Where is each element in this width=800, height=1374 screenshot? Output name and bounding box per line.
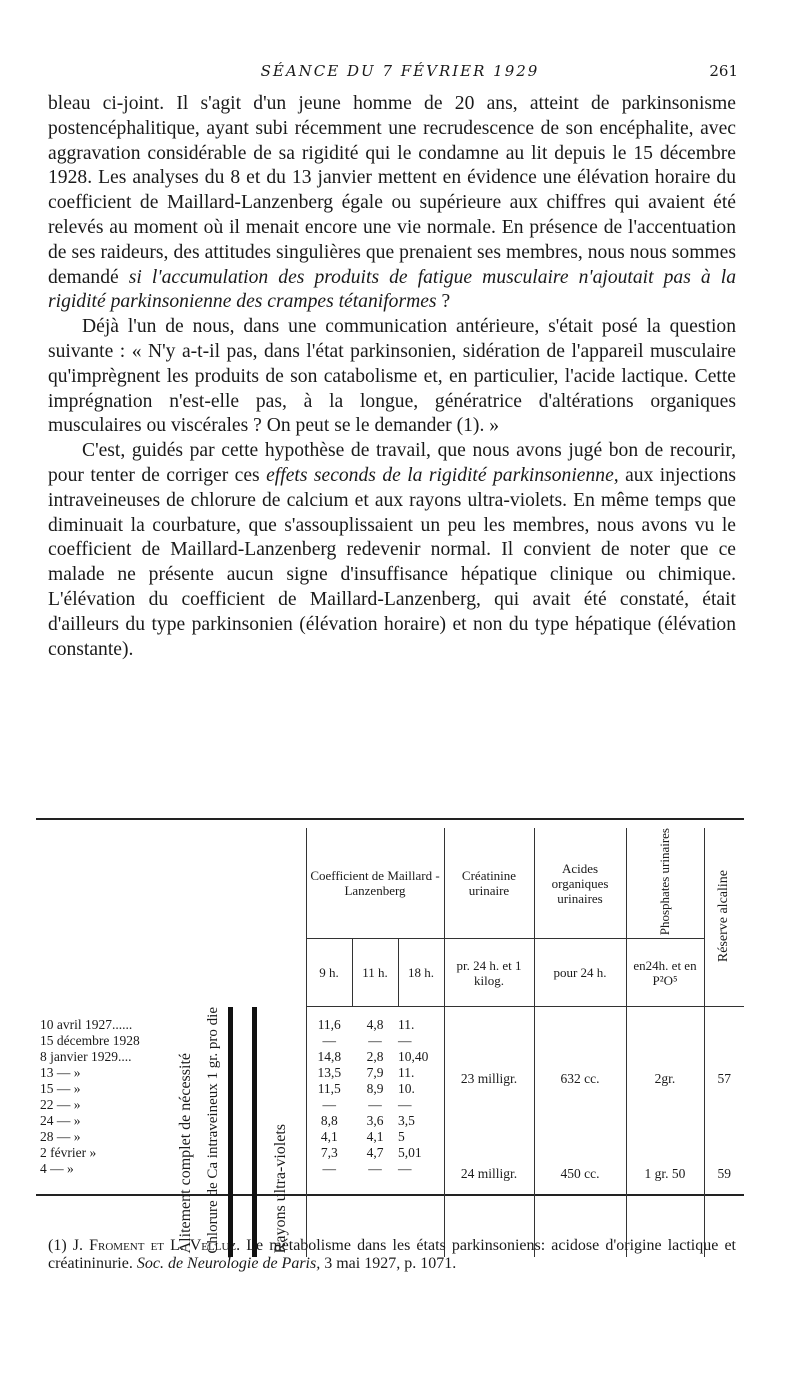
value-18h-cell: 5 xyxy=(398,1129,405,1145)
running-header xyxy=(0,62,800,86)
header-creatinine: Créatinine urinaire xyxy=(444,828,534,939)
value-9h-cell: 7,3 xyxy=(320,1145,338,1161)
date-cell: 8 janvier 1929.... xyxy=(40,1048,132,1064)
body-text xyxy=(48,92,736,662)
value-9h-cell: 14,8 xyxy=(317,1049,342,1065)
results-table xyxy=(36,818,744,1254)
header-acides-unit: pour 24 h. xyxy=(534,939,626,1007)
value-18h-cell: 5,01 xyxy=(398,1145,422,1161)
header-18h: 18 h. xyxy=(398,939,444,1007)
value-11h-cell: — xyxy=(368,1033,382,1049)
value-9h-cell: 13,5 xyxy=(317,1065,342,1081)
date-cell: 24 — » xyxy=(40,1112,81,1128)
value-11h-cell: — xyxy=(368,1097,382,1113)
running-title: SÉANCE DU 7 FÉVRIER 1929 xyxy=(260,62,540,80)
value-18h-cell: — xyxy=(398,1033,412,1049)
value-18h-cell: 3,5 xyxy=(398,1113,415,1129)
col-9h xyxy=(306,1007,352,1258)
col-reserve: 57 59 xyxy=(704,1007,744,1258)
value-9h-cell: 4,1 xyxy=(320,1129,338,1145)
value-18h-cell: 10. xyxy=(398,1081,415,1097)
value-11h-cell: 7,9 xyxy=(366,1065,384,1081)
header-phosphates: Phosphates urinaires xyxy=(626,828,704,939)
header-11h: 11 h. xyxy=(352,939,398,1007)
paragraph-2: Déjà l'un de nous, dans une communication antérieure, s'était posé la question suivante : « N'y a-t-il pas, dans l'état parkinsonien, sidération de l'appareil musculaire qu'imprègnent les produits de son catabolisme et, en particulier, l'acide lactique. Cette imprégnation n'est-elle pas, à la longue, génératrice d'altérations organiques musculaires ou viscérales ? On peut se le demander (1). » xyxy=(48,316,736,437)
value-18h-cell: 11. xyxy=(398,1017,415,1033)
header-coefficient: Coefficient de Maillard - Lanzenberg xyxy=(306,828,444,939)
page-number: 261 xyxy=(709,62,738,80)
col-phosphates: 2gr. 1 gr. 50 xyxy=(626,1007,704,1258)
paragraph-1: bleau ci-joint. Il s'agit d'un jeune homme de 20 ans, atteint de parkinsonisme postencéphalitique, ayant subi récemment une recrudescence de son encéphalite, avec aggravation considérable de sa rigidité qui le condamne au lit depuis le 15 décembre 1928. Les analyses du 8 et du 13 janvier mettent en évidence une élévation horaire du coefficient de Maillard-Lanzenberg égale ou supérieure aux chiffres qui avaient été relevés au moment où il menait encore une vie normale. En présence de l'accentuation de ses raideurs, des attitudes singulières que prenaient ses membres, nous nous sommes demandé si l'accumulation des produits de fatigue musculaire n'ajoutait pas à la rigidité parkinsonienne des crampes tétaniformes ? xyxy=(48,93,736,313)
value-9h-cell: — xyxy=(322,1033,336,1049)
value-18h-cell: 10,40 xyxy=(398,1049,429,1065)
treatment-chlorure: Chlorure de Ca intraveineux 1 gr. pro die xyxy=(198,1007,230,1258)
col-11h xyxy=(352,1007,398,1258)
header-reserve-alcaline: Réserve alcaline xyxy=(704,828,744,1007)
value-9h-cell: 8,8 xyxy=(320,1113,338,1129)
date-cell: 15 décembre 1928 xyxy=(40,1032,140,1048)
header-creatinine-unit: pr. 24 h. et 1 kilog. xyxy=(444,939,534,1007)
date-cell: 28 — » xyxy=(40,1128,81,1144)
value-11h-cell: 8,9 xyxy=(366,1081,384,1097)
paragraph-3: C'est, guidés par cette hypothèse de travail, que nous avons jugé bon de recourir, pour tenter de corriger ces effets seconds de la rigidité parkinsonienne, aux injections intraveineuses de chlorure de calcium et aux rayons ultra-violets. En même temps que diminuait la courbature, que s'assouplissaient un peu les membres, nous avons vu le coefficient de Maillard-Lanzenberg redevenir normal. Il convient de noter que ce malade ne présente aucun signe d'insuffisance hépatique clinique ou chimique. L'élévation du coefficient de Maillard-Lanzenberg, qui avait été constaté, était d'ailleurs du type parkinsonien (élévation horaire) et non du type hépatique (élévation constante). xyxy=(48,440,736,660)
date-cell: 13 — » xyxy=(40,1064,81,1080)
col-18h xyxy=(398,1007,444,1258)
value-11h-cell: 4,1 xyxy=(366,1129,384,1145)
value-11h-cell: — xyxy=(368,1161,382,1177)
value-11h-cell: 4,7 xyxy=(366,1145,384,1161)
col-creatinine: 23 milligr. 24 milligr. xyxy=(444,1007,534,1258)
date-column xyxy=(36,1007,174,1258)
header-phosphates-unit: en24h. et en P²O⁵ xyxy=(626,939,704,1007)
value-18h-cell: 11. xyxy=(398,1065,415,1081)
date-cell: 15 — » xyxy=(40,1080,81,1096)
value-11h-cell: 3,6 xyxy=(366,1113,384,1129)
value-9h-cell: 11,6 xyxy=(317,1017,341,1033)
date-cell: 2 février » xyxy=(40,1144,97,1160)
value-11h-cell: 2,8 xyxy=(366,1049,384,1065)
value-9h-cell: 11,5 xyxy=(317,1081,341,1097)
footnote: (1) J. Froment et L. Velluz. Le métabolisme dans les états parkinsoniens: acidose d'origine lactique et créatininurie. Soc. de Neurologie de Paris, 3 mai 1927, p. 1071. xyxy=(48,1237,736,1272)
value-18h-cell: — xyxy=(398,1097,412,1113)
treatment-rayons: Rayons ultra-violets xyxy=(272,1124,289,1254)
value-9h-cell: — xyxy=(322,1097,336,1113)
header-acides: Acides organiques urinaires xyxy=(534,828,626,939)
date-cell: 4 — » xyxy=(40,1160,74,1176)
col-acides: 632 cc. 450 cc. xyxy=(534,1007,626,1258)
value-9h-cell: — xyxy=(322,1161,336,1177)
date-cell: 10 avril 1927...... xyxy=(40,1016,133,1032)
header-9h: 9 h. xyxy=(306,939,352,1007)
value-11h-cell: 4,8 xyxy=(366,1017,384,1033)
treatment-alitement: Alitement complet de nécessité xyxy=(177,1052,194,1254)
date-cell: 22 — » xyxy=(40,1096,81,1112)
value-18h-cell: — xyxy=(398,1161,412,1177)
